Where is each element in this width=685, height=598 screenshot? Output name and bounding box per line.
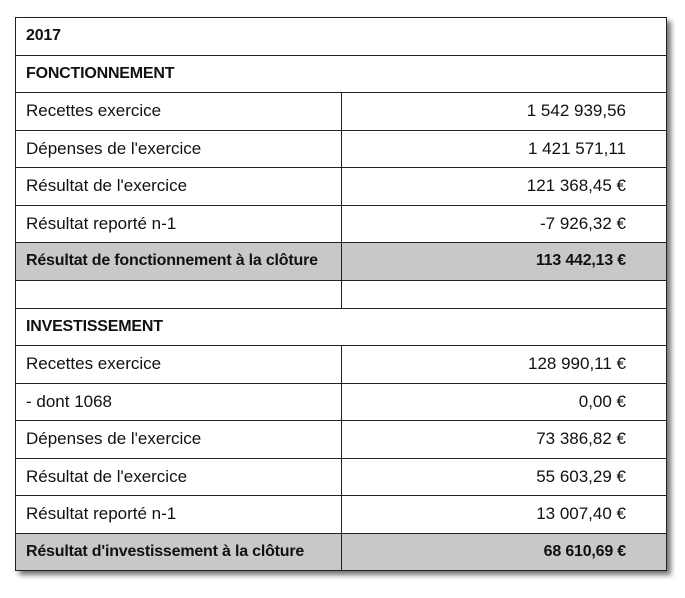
table-row (16, 421, 667, 459)
table-row (16, 168, 667, 206)
row-label: Résultat reporté n-1 (16, 205, 342, 243)
row-value: 121 368,45 € (341, 168, 667, 206)
investissement-total-row (16, 533, 667, 571)
row-label: Dépenses de l'exercice (16, 130, 342, 168)
total-value: 113 442,13 € (341, 243, 667, 281)
fonctionnement-total-row (16, 243, 667, 281)
spacer-cell (341, 280, 667, 308)
row-label: Recettes exercice (16, 93, 342, 131)
row-value: 13 007,40 € (341, 496, 667, 534)
total-label: Résultat d'investissement à la clôture (16, 533, 342, 571)
spacer-cell (16, 280, 342, 308)
row-value: 0,00 € (341, 383, 667, 421)
table-row (16, 130, 667, 168)
row-value: 1 421 571,11 (341, 130, 667, 168)
row-value: -7 926,32 € (341, 205, 667, 243)
fonctionnement-header-row (16, 55, 667, 93)
row-label: Dépenses de l'exercice (16, 421, 342, 459)
table-row (16, 346, 667, 384)
table-row (16, 458, 667, 496)
year-cell: 2017 (16, 18, 667, 56)
investissement-header-row (16, 308, 667, 346)
total-label: Résultat de fonctionnement à la clôture (16, 243, 342, 281)
fonctionnement-title: FONCTIONNEMENT (16, 55, 667, 93)
table-row (16, 383, 667, 421)
row-value: 128 990,11 € (341, 346, 667, 384)
row-value: 1 542 939,56 (341, 93, 667, 131)
row-label: Recettes exercice (16, 346, 342, 384)
total-value: 68 610,69 € (341, 533, 667, 571)
row-label: Résultat de l'exercice (16, 168, 342, 206)
spacer-row (16, 280, 667, 308)
investissement-title: INVESTISSEMENT (16, 308, 667, 346)
table-row (16, 93, 667, 131)
row-label: Résultat de l'exercice (16, 458, 342, 496)
table-row (16, 496, 667, 534)
row-label: - dont 1068 (16, 383, 342, 421)
row-value: 55 603,29 € (341, 458, 667, 496)
year-row (16, 18, 667, 56)
budget-table (15, 17, 667, 571)
row-label: Résultat reporté n-1 (16, 496, 342, 534)
table-row (16, 205, 667, 243)
budget-table-container (15, 17, 667, 571)
row-value: 73 386,82 € (341, 421, 667, 459)
